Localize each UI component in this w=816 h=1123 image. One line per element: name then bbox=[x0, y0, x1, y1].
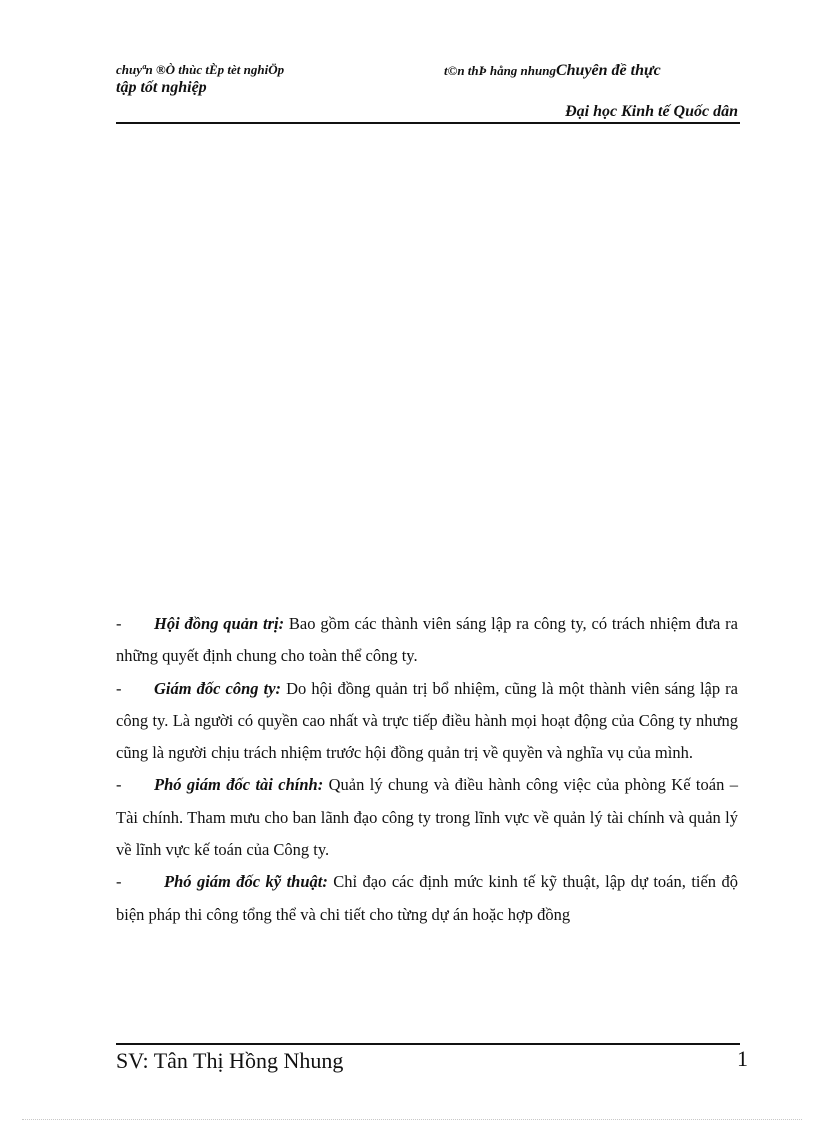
paragraph-text: Bao gồm các thành viên sáng lập ra công ty, có trách nhiệm đưa ra những quyết định chung cho toàn thể công ty. bbox=[116, 614, 738, 666]
paragraph-text: Chỉ đạo các định mức kinh tế kỹ thuật, lập dự toán, tiến độ biện pháp thi công tổng thể và chi tiết cho từng dự án hoặc hợp đồng bbox=[116, 872, 738, 924]
bullet-dash: - bbox=[116, 775, 122, 795]
paragraph-technical-deputy bbox=[116, 866, 738, 931]
header-rule bbox=[116, 122, 740, 124]
term-technical-deputy: Phó giám đốc kỹ thuật: bbox=[164, 872, 328, 892]
header-author-text bbox=[444, 62, 661, 80]
paragraph-text: Quản lý chung và điều hành công việc của phòng Kế toán – Tài chính. Tham mưu cho ban lãnh đạo công ty trong lĩnh vực về quản lý tài chính và quản lý về lĩnh vực kế toán của Công ty. bbox=[116, 775, 738, 860]
footer-student-name: SV: Tân Thị Hồng Nhung bbox=[116, 1048, 344, 1073]
paragraph-finance-deputy bbox=[116, 769, 738, 866]
paragraph-director bbox=[116, 673, 738, 770]
bullet-dash: - bbox=[116, 678, 122, 698]
header-university: Đại học Kinh tế Quốc dân bbox=[565, 103, 738, 120]
page-edge-divider bbox=[22, 1119, 802, 1120]
header-author-garbled: t©n thÞ hång nhung bbox=[444, 63, 556, 78]
bullet-dash: - bbox=[116, 614, 122, 633]
term-finance-deputy: Phó giám đốc tài chính: bbox=[154, 775, 324, 795]
term-director: Giám đốc công ty: bbox=[154, 678, 282, 698]
body-content bbox=[116, 608, 738, 931]
bullet-dash: - bbox=[116, 872, 122, 892]
header-title-part-1: Chuyên đề thực bbox=[555, 62, 661, 79]
paragraph-text: Do hội đồng quản trị bổ nhiệm, cũng là một thành viên sáng lập ra công ty. Là người có quyền cao nhất và trực tiếp điều hành mọi hoạt động của Công ty nhưng cũng là người chịu trách nhiệm trước hội đồng quản trị về quyền và nghĩa vụ của mình. bbox=[116, 678, 738, 763]
paragraph-board bbox=[116, 608, 738, 673]
header-title-part-2: tập tốt nghiệp bbox=[116, 79, 207, 96]
header-line-1 bbox=[116, 58, 740, 80]
footer-page-number: 1 bbox=[737, 1046, 748, 1071]
header-left-text: chuyªn ®Ò thùc tÈp tèt nghiÖp bbox=[116, 62, 285, 77]
footer-rule bbox=[116, 1043, 740, 1045]
term-board: Hội đồng quản trị: bbox=[154, 614, 285, 633]
